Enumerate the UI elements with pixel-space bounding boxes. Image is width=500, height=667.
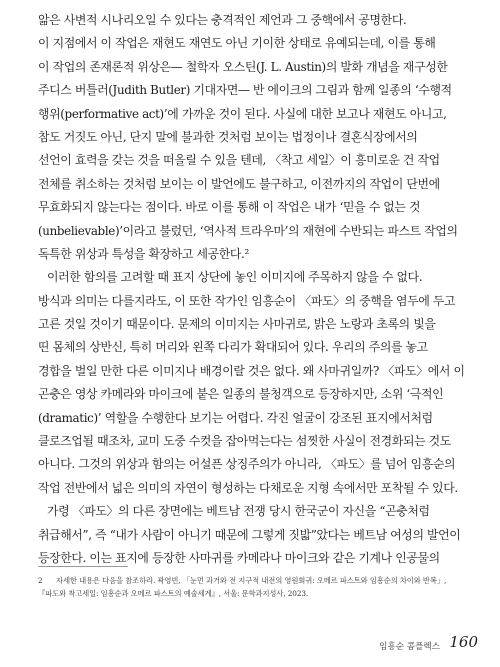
body-line: (unbelievable)’이라고 불렀던, ‘역사적 트라우마’의 재현에 수반되는 파스트 작업의 [38,223,458,238]
body-line: 방식과 의미는 다를지라도, 이 또한 작가인 임흥순이 〈파도〉의 중핵을 염두에 두고 [38,293,456,308]
body-line: 가령 〈파도〉의 다른 장면에는 베트남 전쟁 당시 한국군이 자신을 “곤충처럼 [47,504,430,519]
body-text [38,9,478,570]
body-line: 작업 전반에서 넓은 의미의 자연이 형성하는 다채로운 지형 속에서만 포착될 수 있다. [38,480,458,495]
body-line: 무효화되지 않는다는 점이다. 바로 이를 통해 이 작업은 내가 ‘믿을 수 없는 것 [38,200,421,215]
body-line: 고른 것일 것이기 때문이다. 문제의 이미지는 사마귀로, 밝은 노랑과 초록의 빛을 [38,317,436,332]
footnote-text-1: 자세한 내용은 다음을 참조하라. 곽영빈, 「눈먼 과거와 전 지구적 내전의 영원회귀: 오메르 파스트와 임흥순의 차이와 반복」, [56,576,447,585]
footnote-line-2: 『파도와 착고세일: 임흥순과 오메르 파스트의 예술세계』, 서울: 문학과지성사, 2023. [38,588,309,598]
body-line: 곤충은 영상 카메라와 마이크에 붙은 일종의 불청객으로 등장하지만, 소위 ‘극적인 [38,387,444,402]
body-line: 이 작업의 존재론적 위상은— 철학자 오스틴(J. L. Austin)의 발화 개념을 재구성한 [38,59,448,74]
body-line: 주디스 버틀러(Judith Butler) 기대자면— 반 에이크의 그림과 함께 일종의 ‘수행적 [38,83,452,98]
body-line: 참도 거짓도 아닌, 단지 말에 불과한 것처럼 보이는 법정이나 결혼식장에서의 [38,129,418,144]
page-number: 160 [449,633,478,651]
body-line: 전체를 취소하는 것처럼 보이는 이 발언에도 불구하고, 이전까지의 작업이 단번에 [38,176,440,191]
running-head: 임흥순 콤플렉스 [379,642,440,652]
body-line: 띤 몸체의 상반신, 특히 머리와 왼쪽 다리가 확대되어 있다. 우리의 주의를 놓고 [38,340,428,355]
footnote-divider [38,566,128,567]
body-line: 등장한다. 이는 표지에 등장한 사마귀를 카메라나 마이크와 같은 기계나 인공물의 [38,550,440,565]
body-line: 클로즈업될 때조차, 교미 도중 수컷을 잡아먹는다는 섬찟한 사실이 전경화되는 것도 [38,434,451,449]
footnote-number: 2 [38,576,43,585]
body-line: 이러한 함의를 고려할 때 표지 상단에 놓인 이미지에 주목하지 않을 수 없다. [47,270,423,285]
footnote [38,575,478,600]
body-line: 독특한 위상과 특성을 확장하고 세공한다.² [38,246,249,261]
body-line: 선언이 효력을 갖는 것을 떠올릴 수 있을 텐데, 〈착고 세일〉이 흥미로운 건 작업 [38,153,440,168]
body-line: 앎은 사변적 시나리오일 수 있다는 충격적인 제언과 그 중핵에서 공명한다. [38,13,407,27]
body-line: 경합을 벌일 만한 다른 이미지나 배경이랄 것은 없다. 왜 사마귀일까? 〈파도〉에서 이 [38,363,465,378]
body-line: (dramatic)’ 역할을 수행한다 보기는 어렵다. 각진 얼굴이 강조된 표지에서처럼 [38,410,433,425]
body-line: 취급해서”, 즉 “내가 사람이 아니기 때문에 그렇게 짓밟”았다는 베트남 여성의 발언이 [38,527,461,542]
body-line: 이 지점에서 이 작업은 재현도 재연도 아닌 기이한 상태로 유예되는데, 이를 통해 [38,36,436,51]
body-line: 아니다. 그것의 위상과 함의는 어설픈 상징주의가 아니라, 〈파도〉를 넘어 임흥순의 [38,457,456,472]
footnote-line-1 [38,575,478,588]
body-line: 행위(performative act)’에 가까운 것이 된다. 사실에 대한 보고나 재현도 아니고, [38,106,447,121]
